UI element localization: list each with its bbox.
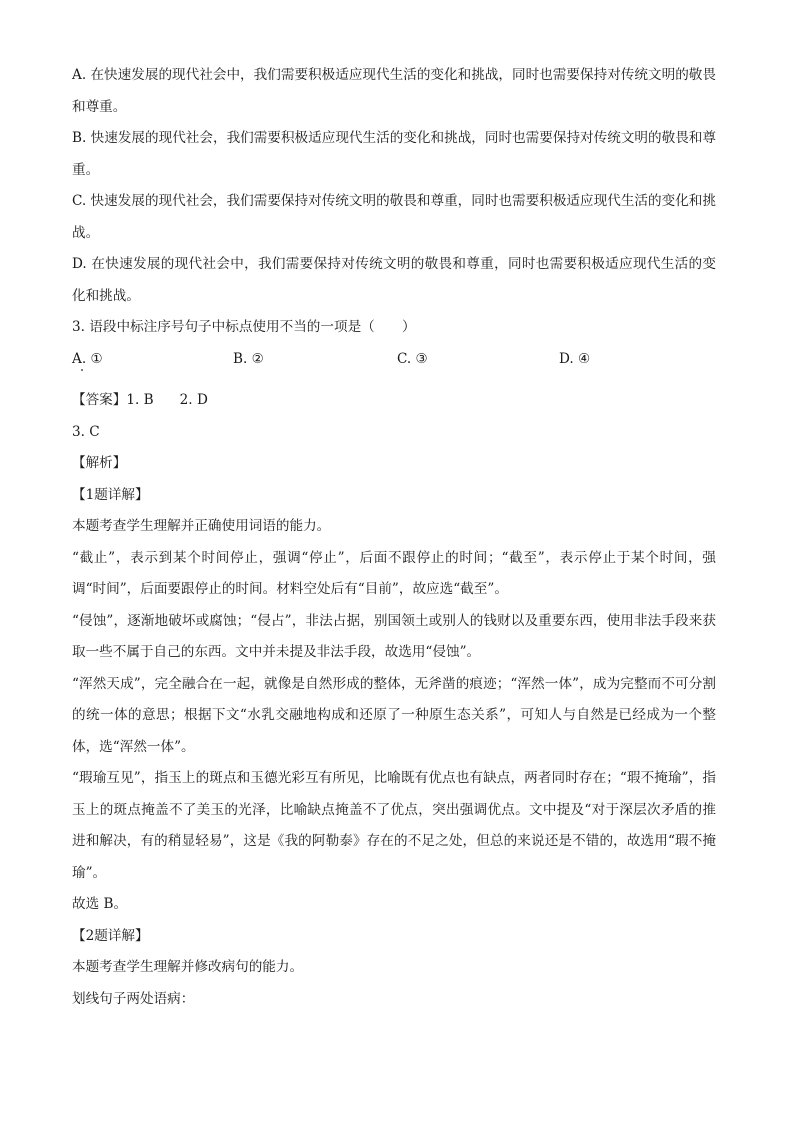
question-3-stem: 3. 语段中标注序号句子中标点使用不当的一项是（ ） [72, 319, 416, 335]
document-page [72, 60, 716, 1015]
question-3-option-a: A. ① [72, 350, 103, 367]
detail-1-intro: 本题考查学生理解并正确使用词语的能力。 [72, 518, 331, 534]
answer-second: 2. D [179, 392, 208, 408]
stray-dot-mark [81, 369, 83, 371]
detail-1-paragraph: “侵蚀”，逐渐地破坏或腐蚀；“侵占”，非法占据，别国领土或别人的钱财以及重要东西，使用非法手段来获取一些不属于自己的东西。文中并未提及非法手段，故选用“侵蚀”。 [72, 612, 716, 660]
detail-1-paragraph: “截止”，表示到某个时间停止，强调“停止”，后面不跟停止的时间；“截至”，表示停止于某个时间，强调“时间”，后面要跟停止的时间。材料空处后有“目前”，故应选“截至”。 [72, 549, 716, 597]
question-3-options [72, 344, 716, 376]
detail-2-intro: 本题考查学生理解并修改病句的能力。 [72, 959, 304, 975]
detail-1-conclusion: 故选 B。 [72, 896, 128, 912]
detail-1-heading: 【1题详解】 [72, 486, 149, 503]
answer-line [72, 385, 716, 417]
option-d-text: D. 在快速发展的现代社会中，我们需要保持对传统文明的敬畏和尊重，同时也需要积极适应现代生活的变化和挑战。 [72, 256, 716, 304]
question-3-option-d: D. ④ [559, 350, 591, 367]
answer-first: 1. B [126, 392, 154, 408]
option-c-text: C. 快速发展的现代社会，我们需要保持对传统文明的敬畏和尊重，同时也需要积极适应现代生活的变化和挑战。 [72, 193, 716, 241]
question-3-option-b: B. ② [233, 350, 264, 367]
detail-2-heading: 【2题详解】 [72, 927, 149, 944]
detail-2-line: 划线句子两处语病： [72, 990, 195, 1007]
question-3-option-c: C. ③ [397, 350, 428, 367]
answer-label: 【答案】 [72, 392, 127, 408]
detail-1-paragraph: “瑕瑜互见”，指玉上的斑点和玉德光彩互有所见，比喻既有优点也有缺点，两者同时存在；“瑕不掩瑜”，指玉上的斑点掩盖不了美玉的光泽，比喻缺点掩盖不了优点，突出强调优点。文中提及“对于深层次矛盾的推进和解决，有的稍显轻易”，这是《我的阿勒泰》存在的不足之处，但总的来说还是不错的，故选用“瑕不掩瑜”。 [72, 770, 716, 881]
answer-third: 3. C [72, 423, 100, 440]
option-b-text: B. 快速发展的现代社会，我们需要积极适应现代生活的变化和挑战，同时也需要保持对传统文明的敬畏和尊重。 [72, 130, 716, 178]
analysis-label: 【解析】 [72, 455, 127, 471]
option-a-text: A. 在快速发展的现代社会中，我们需要积极适应现代生活的变化和挑战，同时也需要保持对传统文明的敬畏和尊重。 [72, 67, 716, 115]
detail-1-paragraph: “浑然天成”，完全融合在一起，就像是自然形成的整体，无斧凿的痕迹；“浑然一体”，成为完整而不可分割的统一体的意思；根据下文“水乳交融地构成和还原了一种原生态关系”，可知人与自然是已经成为一个整体，选“浑然一体”。 [72, 675, 716, 755]
